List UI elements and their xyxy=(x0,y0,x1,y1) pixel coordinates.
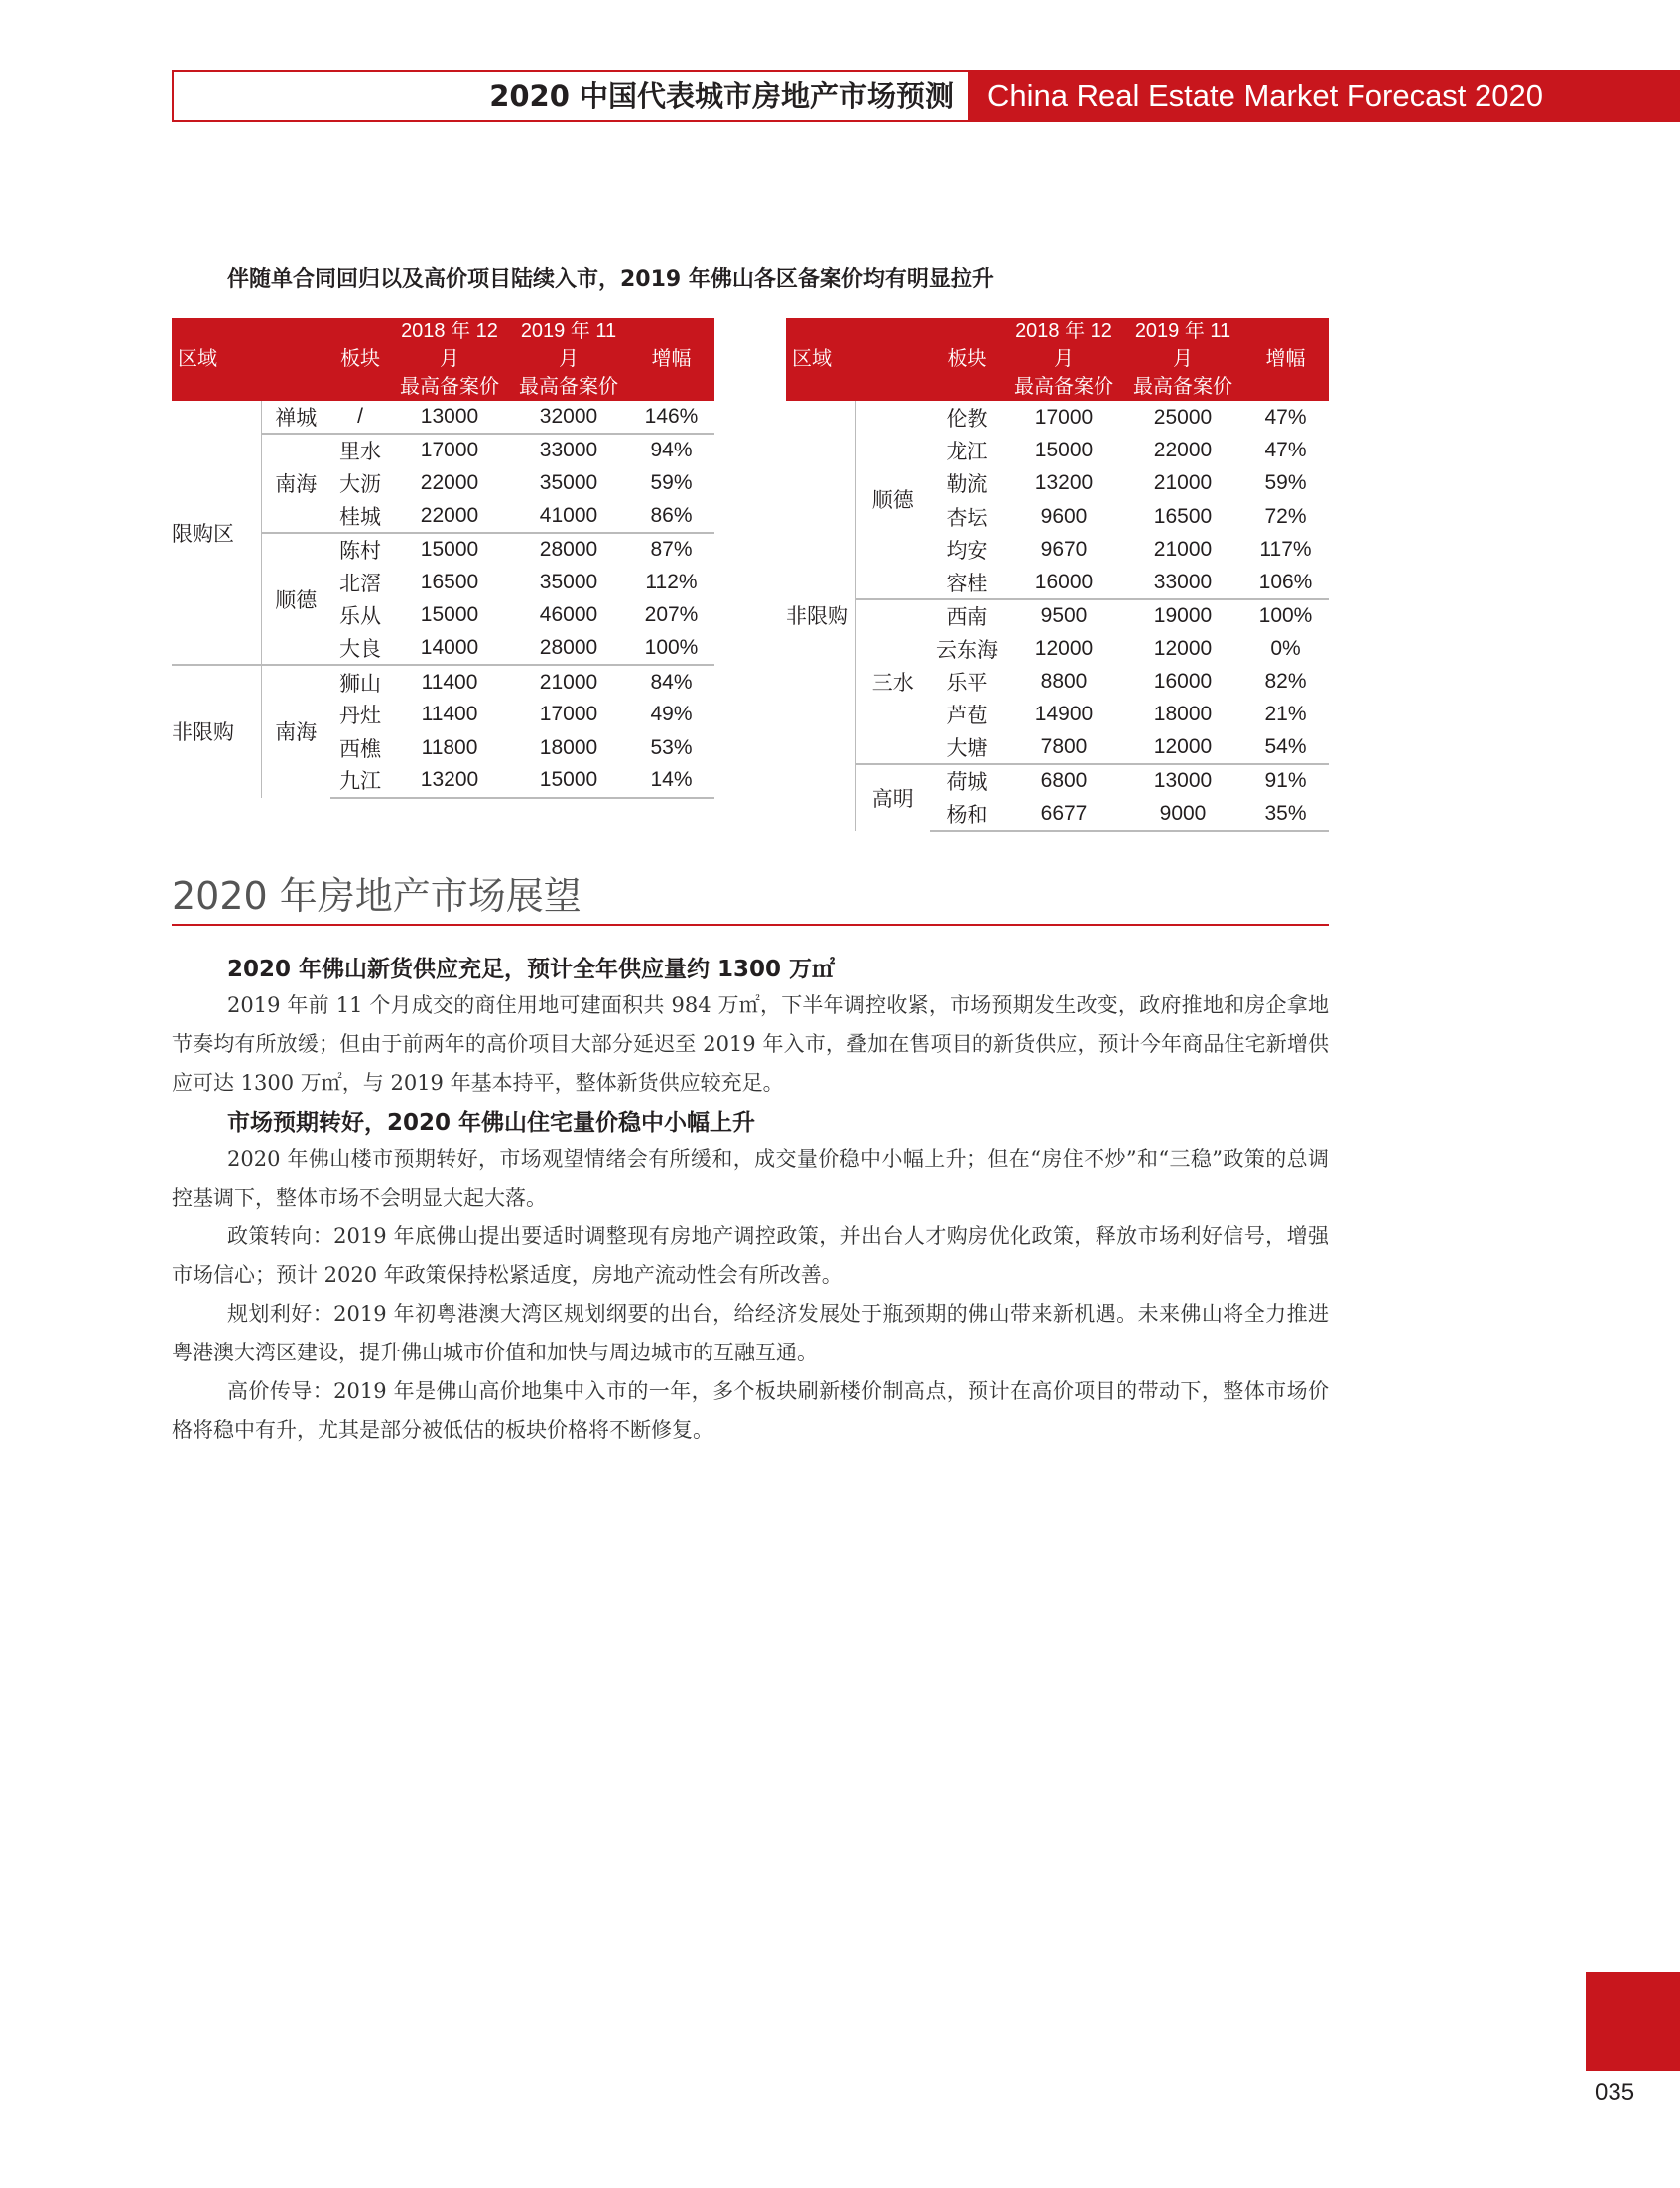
price-2019-cell: 33000 xyxy=(509,434,628,466)
header-growth: 增幅 xyxy=(1242,318,1329,401)
header-2019: 2019 年 11 月 最高备案价 xyxy=(509,318,628,401)
district-cell: 南海 xyxy=(261,665,330,797)
price-2018-cell: 15000 xyxy=(390,533,509,566)
table-row xyxy=(786,764,1329,797)
block-cell: 北滘 xyxy=(339,573,381,596)
price-2018-cell: 17000 xyxy=(1034,405,1094,429)
block-cell: 龙江 xyxy=(946,440,988,463)
growth-cell: 86% xyxy=(650,504,693,528)
block-cell: 九江 xyxy=(330,764,390,797)
price-2018-cell: 13000 xyxy=(420,405,479,429)
price-2018-cell: 9600 xyxy=(1040,504,1088,528)
price-2019-cell: 28000 xyxy=(509,533,628,566)
page-marker xyxy=(1586,1972,1680,2071)
block-cell: 桂城 xyxy=(339,506,381,530)
price-2019-cell: 12000 xyxy=(1153,636,1213,660)
price-table-right xyxy=(786,318,1329,832)
growth-cell: 59% xyxy=(1264,471,1307,495)
price-2019-cell: 21000 xyxy=(1153,471,1213,495)
price-table-left xyxy=(172,318,714,799)
district-cell: 顺德 xyxy=(871,489,914,513)
block-cell: 西樵 xyxy=(339,737,381,761)
growth-cell: 146% xyxy=(644,405,699,429)
growth-cell: 100% xyxy=(1242,599,1329,632)
block-cell: 丹灶 xyxy=(339,705,381,728)
paragraph-policy: 政策转向：2019 年底佛山提出要适时调整现有房地产调控政策，并出台人才购房优化政策，释放市场利好信号，增强市场信心；预计 2020 年政策保持松紧适度，房地产流动性会有所改善。 xyxy=(172,1224,1329,1287)
price-2019-cell: 9000 xyxy=(1123,798,1242,831)
growth-cell: 87% xyxy=(628,533,714,566)
price-2018-cell: 11800 xyxy=(421,735,478,759)
price-2019-cell: 35000 xyxy=(539,471,598,495)
price-2018-cell: 6800 xyxy=(1004,764,1123,797)
subheading-supply: 2020 年佛山新货供应充足，预计全年供应量约 1300 万㎡ xyxy=(227,957,836,982)
table-caption: 伴随单合同回归以及高价项目陆续入市，2019 年佛山各区备案价均有明显拉升 xyxy=(227,267,994,292)
subheading-market: 市场预期转好，2020 年佛山住宅量价稳中小幅上升 xyxy=(227,1110,756,1136)
block-cell: 伦教 xyxy=(946,407,988,431)
growth-cell: 91% xyxy=(1242,764,1329,797)
price-2019-cell: 21000 xyxy=(1153,537,1213,561)
block-cell: 杏坛 xyxy=(946,506,988,530)
table-row xyxy=(172,401,714,434)
growth-cell: 100% xyxy=(644,636,699,660)
growth-cell: 0% xyxy=(1270,636,1301,660)
price-2018-cell: 7800 xyxy=(1040,735,1088,759)
district-cell: 顺德 xyxy=(261,533,330,665)
price-2019-cell: 33000 xyxy=(1153,570,1213,593)
header-growth: 增幅 xyxy=(628,318,714,401)
price-2019-cell: 15000 xyxy=(509,764,628,797)
block-cell: 容桂 xyxy=(946,572,988,595)
region-cell: 限购区 xyxy=(172,401,261,665)
growth-cell: 47% xyxy=(1264,438,1307,461)
price-2019-cell: 46000 xyxy=(539,603,598,627)
block-cell: 乐平 xyxy=(946,672,988,696)
section-title: 2020 年房地产市场展望 xyxy=(172,874,582,918)
growth-cell: 207% xyxy=(644,603,699,627)
growth-cell: 54% xyxy=(1264,735,1307,759)
price-2018-cell: 17000 xyxy=(390,434,509,466)
price-2018-cell: 13200 xyxy=(390,764,509,797)
block-cell: 均安 xyxy=(946,539,988,563)
block-cell: 乐从 xyxy=(339,605,381,629)
price-2018-cell: 16000 xyxy=(1034,570,1094,593)
growth-cell: 21% xyxy=(1264,703,1307,726)
district-cell: 禅城 xyxy=(275,407,318,431)
price-2018-cell: 22000 xyxy=(420,471,479,495)
growth-cell: 94% xyxy=(628,434,714,466)
price-2018-cell: 8800 xyxy=(1040,670,1088,694)
price-2018-cell: 16500 xyxy=(420,571,479,594)
price-2019-cell: 13000 xyxy=(1123,764,1242,797)
paragraph-price: 高价传导：2019 年是佛山高价地集中入市的一年，多个板块刷新楼价制高点，预计在高价项目的带动下，整体市场价格将稳中有升，尤其是部分被低估的板块价格将不断修复。 xyxy=(172,1379,1329,1442)
price-2019-cell: 16000 xyxy=(1153,670,1213,694)
page-number: 035 xyxy=(1595,2079,1635,2106)
price-2019-cell: 21000 xyxy=(509,665,628,698)
table-row xyxy=(786,599,1329,632)
region-cell: 非限购 xyxy=(786,401,855,831)
growth-cell: 117% xyxy=(1259,537,1312,561)
price-2018-cell: 9500 xyxy=(1004,599,1123,632)
table-header-row xyxy=(172,318,714,401)
price-2018-cell: 12000 xyxy=(1034,636,1094,660)
price-2018-cell: 9670 xyxy=(1040,537,1088,561)
price-2018-cell: 22000 xyxy=(420,504,479,528)
price-2019-cell: 25000 xyxy=(1153,405,1213,429)
header-block: 板块 xyxy=(330,318,390,401)
price-2019-cell: 28000 xyxy=(539,636,598,660)
table-row xyxy=(172,665,714,698)
header-title-cn: 2020 中国代表城市房地产市场预测 xyxy=(172,70,968,122)
growth-cell: 47% xyxy=(1264,405,1307,429)
price-2018-cell: 13200 xyxy=(1034,471,1094,495)
price-2018-cell: 15000 xyxy=(420,603,479,627)
block-cell: 大塘 xyxy=(946,737,988,761)
price-2019-cell: 35000 xyxy=(539,571,598,594)
growth-cell: 35% xyxy=(1242,798,1329,831)
table-header-row xyxy=(786,318,1329,401)
growth-cell: 84% xyxy=(628,665,714,698)
price-2019-cell: 16500 xyxy=(1153,504,1213,528)
growth-cell: 82% xyxy=(1264,670,1307,694)
price-2019-cell: 32000 xyxy=(539,405,598,429)
district-cell: 三水 xyxy=(855,599,930,764)
district-cell: 高明 xyxy=(855,764,930,831)
price-2019-cell: 22000 xyxy=(1153,438,1213,461)
growth-cell: 59% xyxy=(650,471,693,495)
paragraph-market: 2020 年佛山楼市预期转好，市场观望情绪会有所缓和，成交量价稳中小幅上升；但在“房住不炒”和“三稳”政策的总调控基调下，整体市场不会明显大起大落。 xyxy=(172,1147,1329,1210)
header-2018: 2018 年 12 月 最高备案价 xyxy=(390,318,509,401)
header-region: 区域 xyxy=(786,318,855,401)
price-2019-cell: 12000 xyxy=(1153,735,1213,759)
block-cell: 大良 xyxy=(339,638,381,662)
block-cell: 勒流 xyxy=(946,473,988,497)
price-2019-cell: 41000 xyxy=(539,504,598,528)
price-2019-cell: 19000 xyxy=(1123,599,1242,632)
block-cell: 大沥 xyxy=(339,473,381,497)
price-2019-cell: 18000 xyxy=(1153,703,1213,726)
block-cell: 云东海 xyxy=(936,638,998,662)
block-cell: 狮山 xyxy=(330,665,390,698)
table-row xyxy=(786,401,1329,434)
block-cell: 杨和 xyxy=(930,798,1004,831)
price-2018-cell: 11400 xyxy=(390,665,509,698)
price-2018-cell: 11400 xyxy=(421,703,478,726)
block-cell: / xyxy=(357,405,363,429)
header-2018: 2018 年 12 月 最高备案价 xyxy=(1004,318,1123,401)
price-2019-cell: 17000 xyxy=(539,703,598,726)
paragraph-planning: 规划利好：2019 年初粤港澳大湾区规划纲要的出台，给经济发展处于瓶颈期的佛山带来新机遇。未来佛山将全力推进粤港澳大湾区建设，提升佛山城市价值和加快与周边城市的互融互通。 xyxy=(172,1302,1329,1364)
growth-cell: 53% xyxy=(650,735,693,759)
growth-cell: 112% xyxy=(645,571,698,594)
price-2018-cell: 14000 xyxy=(420,636,479,660)
header-2019: 2019 年 11 月 最高备案价 xyxy=(1123,318,1242,401)
header-title-en: China Real Estate Market Forecast 2020 xyxy=(968,70,1680,122)
price-2018-cell: 14900 xyxy=(1034,703,1094,726)
block-cell: 西南 xyxy=(930,599,1004,632)
growth-cell: 72% xyxy=(1264,504,1307,528)
growth-cell: 49% xyxy=(650,703,693,726)
section-divider xyxy=(172,924,1329,926)
price-2018-cell: 15000 xyxy=(1034,438,1094,461)
header-region: 区域 xyxy=(172,318,261,401)
paragraph-supply: 2019 年前 11 个月成交的商住用地可建面积共 984 万㎡，下半年调控收紧，市场预期发生改变，政府推地和房企拿地节奏均有所放缓；但由于前两年的高价项目大部分延迟至 2019 年入市，叠加在售项目的新货供应，预计今年商品住宅新增供应可达 1300 万㎡，与 2019 年基本持平，整体新货供应较充足。 xyxy=(172,993,1329,1094)
price-2019-cell: 18000 xyxy=(539,735,598,759)
growth-cell: 14% xyxy=(628,764,714,797)
growth-cell: 106% xyxy=(1258,570,1313,593)
district-cell: 南海 xyxy=(261,434,330,533)
block-cell: 陈村 xyxy=(330,533,390,566)
price-2018-cell: 6677 xyxy=(1004,798,1123,831)
header-block: 板块 xyxy=(930,318,1004,401)
block-cell: 里水 xyxy=(330,434,390,466)
block-cell: 芦苞 xyxy=(946,705,988,728)
region-cell: 非限购 xyxy=(172,665,261,797)
block-cell: 荷城 xyxy=(930,764,1004,797)
